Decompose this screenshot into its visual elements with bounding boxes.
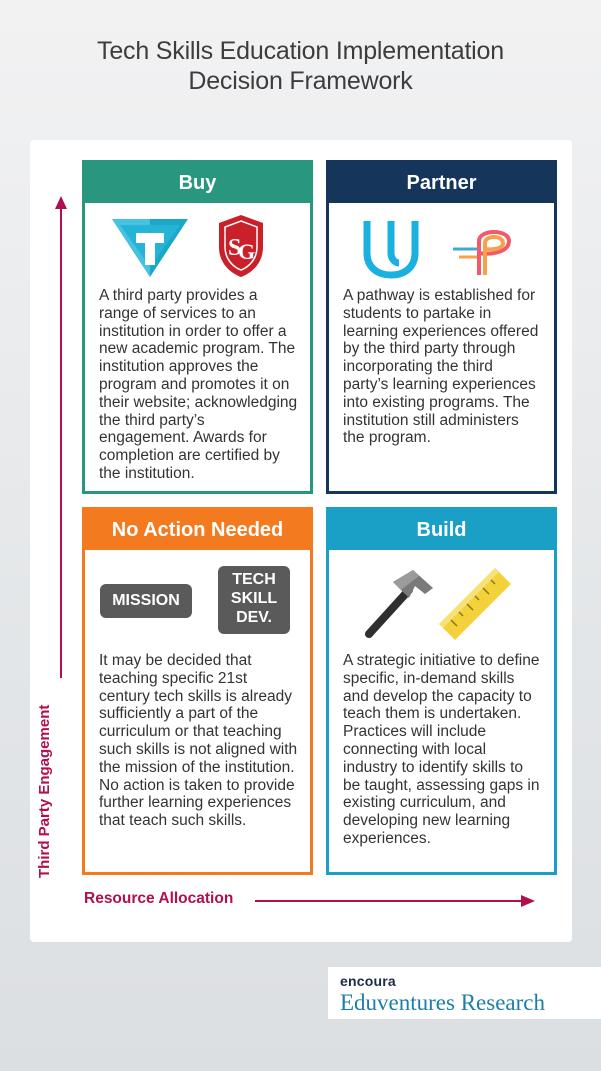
quadrant-buy-text: A third party provides a range of services to an institution in order to offer a new academic program. The institution approves the program and promotes it on their website; acknowledging the third party’s engagement. Awards for completion are certified by the institution. xyxy=(99,287,298,482)
page-title xyxy=(0,36,601,96)
eduventures-logo xyxy=(328,967,601,1019)
quadrant-build-text: A strategic initiative to define specific, in-demand skills and develop the capacity to teach them is undertaken. Practices will include connecting with local industry to identify skills to be taught, assessing gaps in existing curriculum, and developing new learning experiences. xyxy=(343,652,540,847)
quadrant-partner-header: Partner xyxy=(329,163,554,203)
quadrant-partner-icons xyxy=(329,213,554,283)
quadrant-no-action-header: No Action Needed xyxy=(85,510,310,550)
mission-badge xyxy=(100,584,192,618)
svg-text:G: G xyxy=(238,239,256,264)
x-axis-label: Resource Allocation xyxy=(84,890,234,907)
tech-badge-line-3: DEV. xyxy=(236,609,272,626)
quadrant-partner xyxy=(326,160,557,494)
quadrant-no-action-text: It may be decided that teaching specific 21st century tech skills is already sufficiently a part of the curriculum or that teaching such skills is not aligned with the mission of the institution. No action is taken to provide further learning experiences that teach such skills. xyxy=(99,652,298,830)
quadrant-buy xyxy=(82,160,313,494)
triangle-t-logo-icon xyxy=(112,215,188,279)
encoura-wordmark: encoura xyxy=(340,973,396,989)
hammer-icon xyxy=(361,568,437,640)
udacity-u-logo-icon xyxy=(361,217,421,279)
title-line-1: Tech Skills Education Implementation xyxy=(97,37,504,65)
ruler-icon xyxy=(437,566,513,642)
y-axis-label: Third Party Engagement xyxy=(36,704,53,878)
quadrant-buy-icons xyxy=(85,213,310,283)
research-word: Research xyxy=(454,990,546,1015)
quadrant-build-icons xyxy=(329,562,554,642)
mission-badge-label: MISSION xyxy=(112,592,180,609)
quadrant-build-header: Build xyxy=(329,510,554,550)
eduventures-word: Eduventures xyxy=(340,990,455,1015)
y-axis-arrow xyxy=(52,195,72,685)
quadrant-build xyxy=(326,507,557,875)
x-axis-arrow xyxy=(255,893,537,909)
shield-sg-logo-icon xyxy=(216,213,266,279)
tech-badge-line-1: TECH xyxy=(232,571,276,588)
quadrant-partner-text: A pathway is established for students to partake in learning experiences offered by the third party through incorporating the third party’s learning experiences into existing programs. The institution still administers the program. xyxy=(343,287,539,447)
svg-text:S: S xyxy=(228,235,242,261)
quadrant-buy-header: Buy xyxy=(85,163,310,203)
tech-badge-line-2: SKILL xyxy=(230,590,278,607)
p-logo-icon xyxy=(449,219,515,279)
eduventures-research-wordmark xyxy=(340,990,545,1016)
quadrant-no-action xyxy=(82,507,313,875)
tech-skill-dev-badge xyxy=(218,566,290,634)
title-line-2: Decision Framework xyxy=(188,67,413,95)
